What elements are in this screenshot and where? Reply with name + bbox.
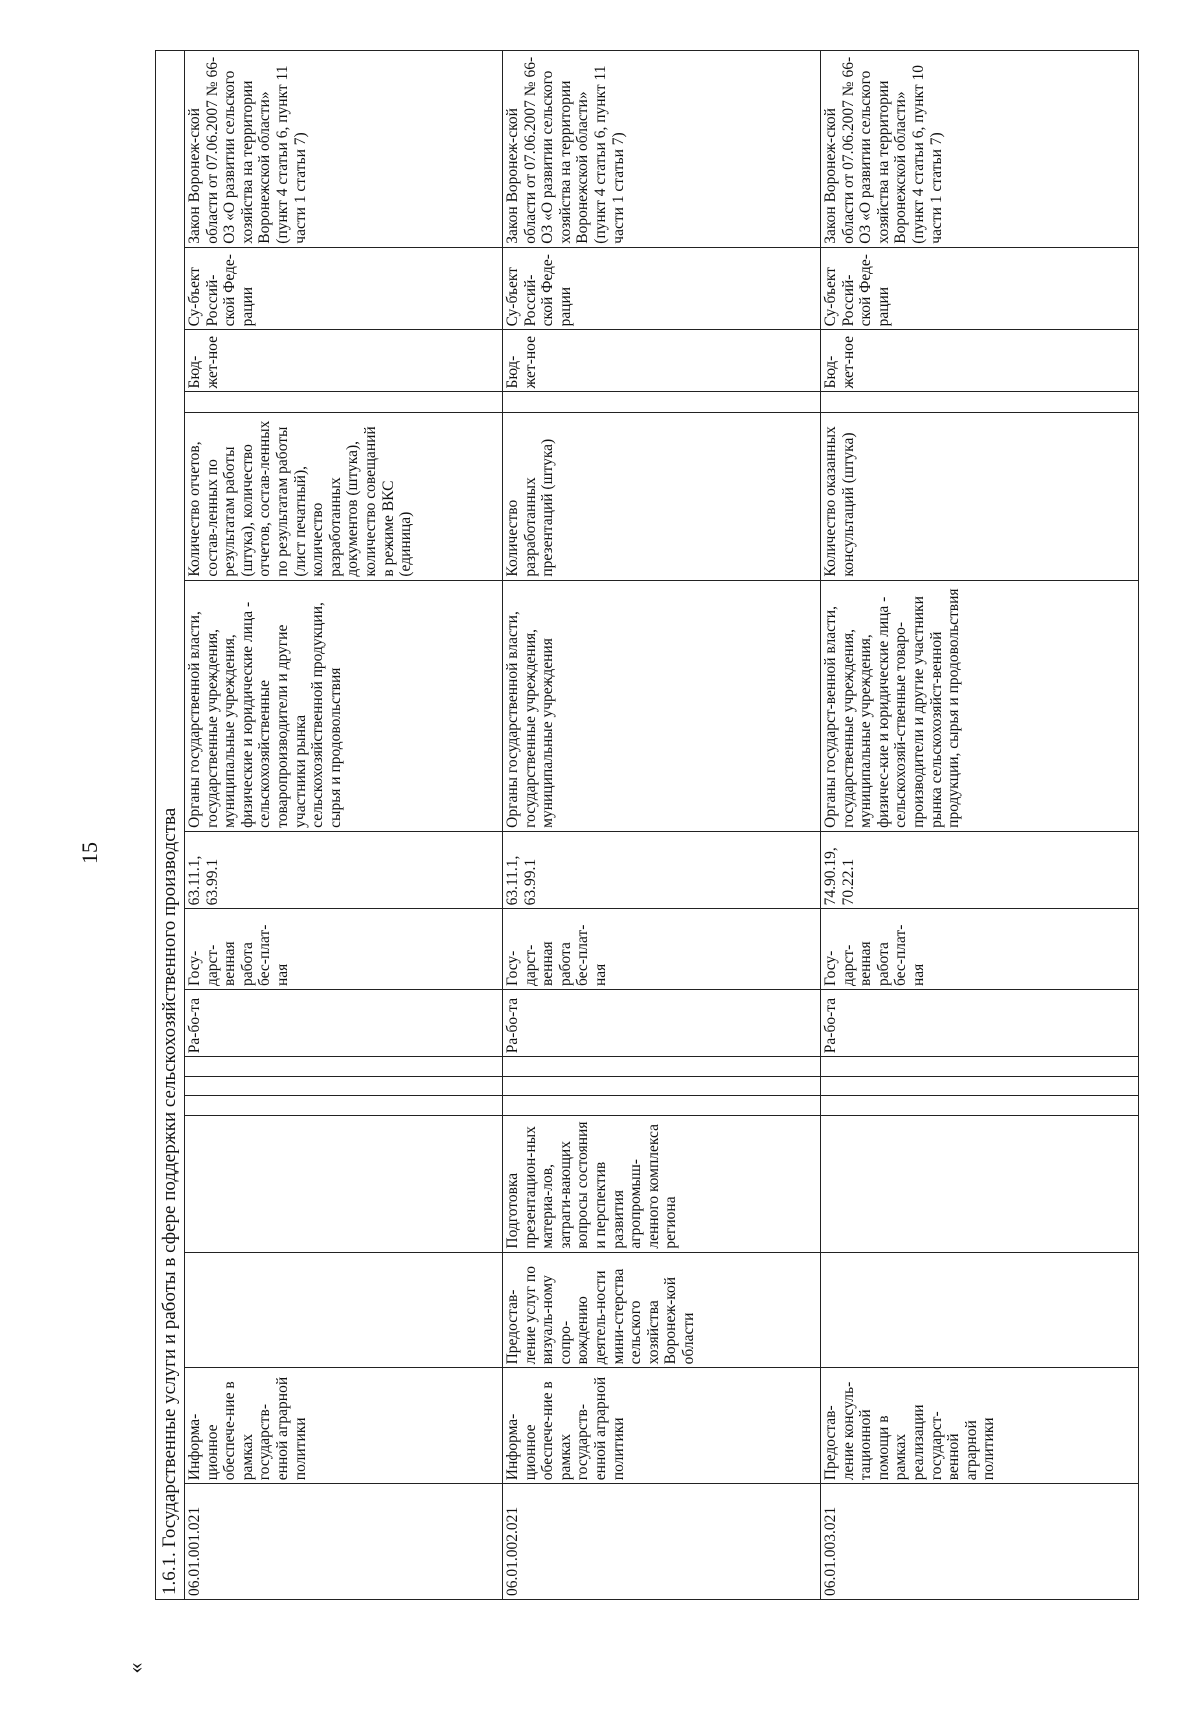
row-service-name: Предостав-ление консуль-тационной помощи в рамках реализации государст-венной аграрной политики <box>821 1368 1139 1484</box>
section-title: 1.6.1. Государственные услуги и работы в сфере поддержки сельскохозяйственного производства <box>156 51 185 1600</box>
row-type: Ра-бо-та <box>185 990 503 1057</box>
row-indicator: Количество оказанных консультаций (штука) <box>821 413 1139 580</box>
row-code: 06.01.003.021 <box>821 1484 1139 1600</box>
empty-cell <box>821 392 1139 413</box>
empty-cell <box>821 1076 1139 1096</box>
page-number: 15 <box>77 842 102 864</box>
row-content <box>185 1252 503 1368</box>
row-consumers: Органы государственной власти, государственные учреждения, муниципальные учреждения <box>503 580 821 831</box>
row-consumers: Органы государственной власти, государственные учреждения, муниципальные учреждения, физические и юридические лица - сельскохозяйственные товаропроизводители и другие участники рынка сельскохозяйственной продукции, сырья и продовольствия <box>185 580 503 831</box>
rotated-table-sheet <box>155 50 1155 1600</box>
row-level: Су-бъект Россий-ской Феде-рации <box>185 247 503 330</box>
row-budget: Бюд-жет-ное <box>185 330 503 392</box>
row-budget: Бюд-жет-ное <box>503 330 821 392</box>
row-level: Су-бъект Россий-ской Феде-рации <box>503 247 821 330</box>
row-service-name: Информа-ционное обеспече-ние в рамках государств-енной аграрной политики <box>503 1368 821 1484</box>
empty-cell <box>185 1076 503 1096</box>
row-budget: Бюд-жет-ное <box>821 330 1139 392</box>
row-level: Су-бъект Россий-ской Феде-рации <box>821 247 1139 330</box>
row-okved: 63.11.1, 63.99.1 <box>185 831 503 909</box>
row-content <box>821 1252 1139 1368</box>
table-row <box>185 51 503 1600</box>
row-law: Закон Воронеж-ской области от 07.06.2007 № 66-ОЗ «О развитии сельского хозяйства на территории Воронежской области» (пункт 4 статьи 6, пункт 10 части 1 статьи 7) <box>821 51 1139 248</box>
row-okved: 74.90.19, 70.22.1 <box>821 831 1139 909</box>
row-indicator: Количество отчетов, состав-ленных по результатам работы (штука), количество отчетов, состав-ленных по результатам работы (лист печатный), количество разработанных документов (штука), количество совещаний в режиме ВКС (единица) <box>185 413 503 580</box>
row-service-name: Информа-ционное обеспече-ние в рамках государств-енной аграрной политики <box>185 1368 503 1484</box>
table-row <box>821 51 1139 1600</box>
row-okved: 63.11.1, 63.99.1 <box>503 831 821 909</box>
row-conditions: Подготовка презентацион-ных материа-лов, затраги-вающих вопросы состояния и перспектив развития агропромыш-ленного комплекса региона <box>503 1116 821 1252</box>
empty-cell <box>185 1057 503 1077</box>
empty-cell <box>821 1057 1139 1077</box>
row-conditions <box>185 1116 503 1252</box>
row-indicator: Количество разработанных презентаций (штука) <box>503 413 821 580</box>
row-type: Ра-бо-та <box>821 990 1139 1057</box>
row-law: Закон Воронеж-ской области от 07.06.2007 № 66-ОЗ «О развитии сельского хозяйства на территории Воронежской области» (пункт 4 статьи 6, пункт 11 части 1 статьи 7) <box>503 51 821 248</box>
opening-quote-mark: « <box>122 1662 148 1674</box>
empty-cell <box>503 392 821 413</box>
row-content: Предостав-ление услуг по визуаль-ному сопро-вождению деятель-ности мини-стерства сельского хозяйства Воронеж-кой области <box>503 1252 821 1368</box>
row-conditions <box>821 1116 1139 1252</box>
empty-cell <box>185 1096 503 1116</box>
services-table <box>155 50 1139 1600</box>
row-kind: Госу-дарст-венная работа бес-плат-ная <box>503 909 821 990</box>
empty-cell <box>503 1057 821 1077</box>
row-kind: Госу-дарст-венная работа бес-плат-ная <box>185 909 503 990</box>
row-code: 06.01.001.021 <box>185 1484 503 1600</box>
row-code: 06.01.002.021 <box>503 1484 821 1600</box>
empty-cell <box>503 1076 821 1096</box>
row-kind: Госу-дарст-венная работа бес-плат-ная <box>821 909 1139 990</box>
row-consumers: Органы государст-венной власти, государственные учреждения, муниципальные учреждения, физичес-кие и юридические лица - сельскохозяй-ственные товаро-производители и другие участники рынка сельскохозяйст-венной продукции, сырья и продовольствия <box>821 580 1139 831</box>
empty-cell <box>503 1096 821 1116</box>
empty-cell <box>185 392 503 413</box>
row-type: Ра-бо-та <box>503 990 821 1057</box>
row-law: Закон Воронеж-ской области от 07.06.2007 № 66-ОЗ «О развитии сельского хозяйства на территории Воронежской области» (пункт 4 статьи 6, пункт 11 части 1 статьи 7) <box>185 51 503 248</box>
empty-cell <box>821 1096 1139 1116</box>
table-row <box>503 51 821 1600</box>
